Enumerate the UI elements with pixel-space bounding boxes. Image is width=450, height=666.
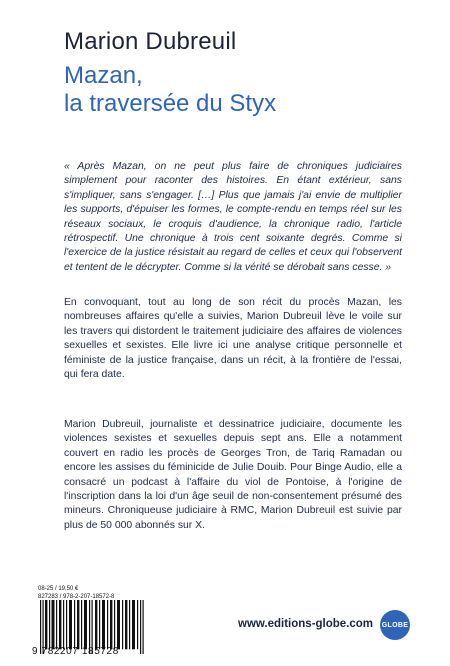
title-line-1: Mazan,	[64, 62, 143, 89]
price-line: 08-25 / 19,50 €	[38, 586, 79, 592]
author-bio-paragraph: Marion Dubreuil, journaliste et dessinatrice judiciaire, documente les violences sexistes et sexuelles depuis sept ans. Elle a notamment couvert en radio les procès de Georges Tron, de Tariq Ramadan ou encore les assises du féminicide de Julie Douib. Pour Binge Audio, elle a consacré un podcast à l'affaire du viol de Pontoise, à l'origine de l'inscription dans la loi d'un âge seuil de non-consentement présumé des mineurs. Chroniqueuse judiciaire à RMC, Marion Dubreuil est suivie par plus de 50 000 abonnés sur X.	[64, 419, 402, 531]
excerpt-quote: « Après Mazan, on ne peut plus faire de chroniques judiciaires simplement pour raconter des histoires. En étant extérieur, sans s'impliquer, sans s'engager. […] Plus que jamais j'ai envie de multiplier les supports, d'épuiser les formes, le compte-rendu en temps réel sur les réseaux sociaux, le croquis d'audience, la chronique radio, l'article rétrospectif. Une chronique à trois cent soixante degrés. Comme si l'exercice de la justice résistait au regard de celles et ceux qui l'observent et tentent de le décrypter. Comme si la vérité se dérobait sans cesse. »	[64, 161, 402, 273]
summary-paragraph: En convoquant, tout au long de son récit du procès Mazan, les nombreuses affaires qu'elle a suivies, Marion Dubreuil lève le voile sur les travers qui distordent le traitement judiciaire des affaires de violences sexuelles et sexistes. Elle livre ici une analyse critique personnelle et féministe de la justice française, dans un récit, à la frontière de l'essai, qui fera date.	[64, 297, 402, 381]
price-info	[38, 585, 114, 601]
logo-text: GLOBE	[381, 621, 409, 629]
globe-logo	[380, 610, 410, 640]
publisher-website: www.editions-globe.com	[238, 618, 374, 630]
author-name: Marion Dubreuil	[64, 28, 237, 55]
isbn-line: 827283 / 978-2-207-18572-8	[38, 594, 115, 600]
book-title	[64, 62, 276, 118]
barcode-number: 9 782207 185728	[32, 646, 119, 657]
title-line-2: la traversée du Styx	[64, 90, 277, 117]
